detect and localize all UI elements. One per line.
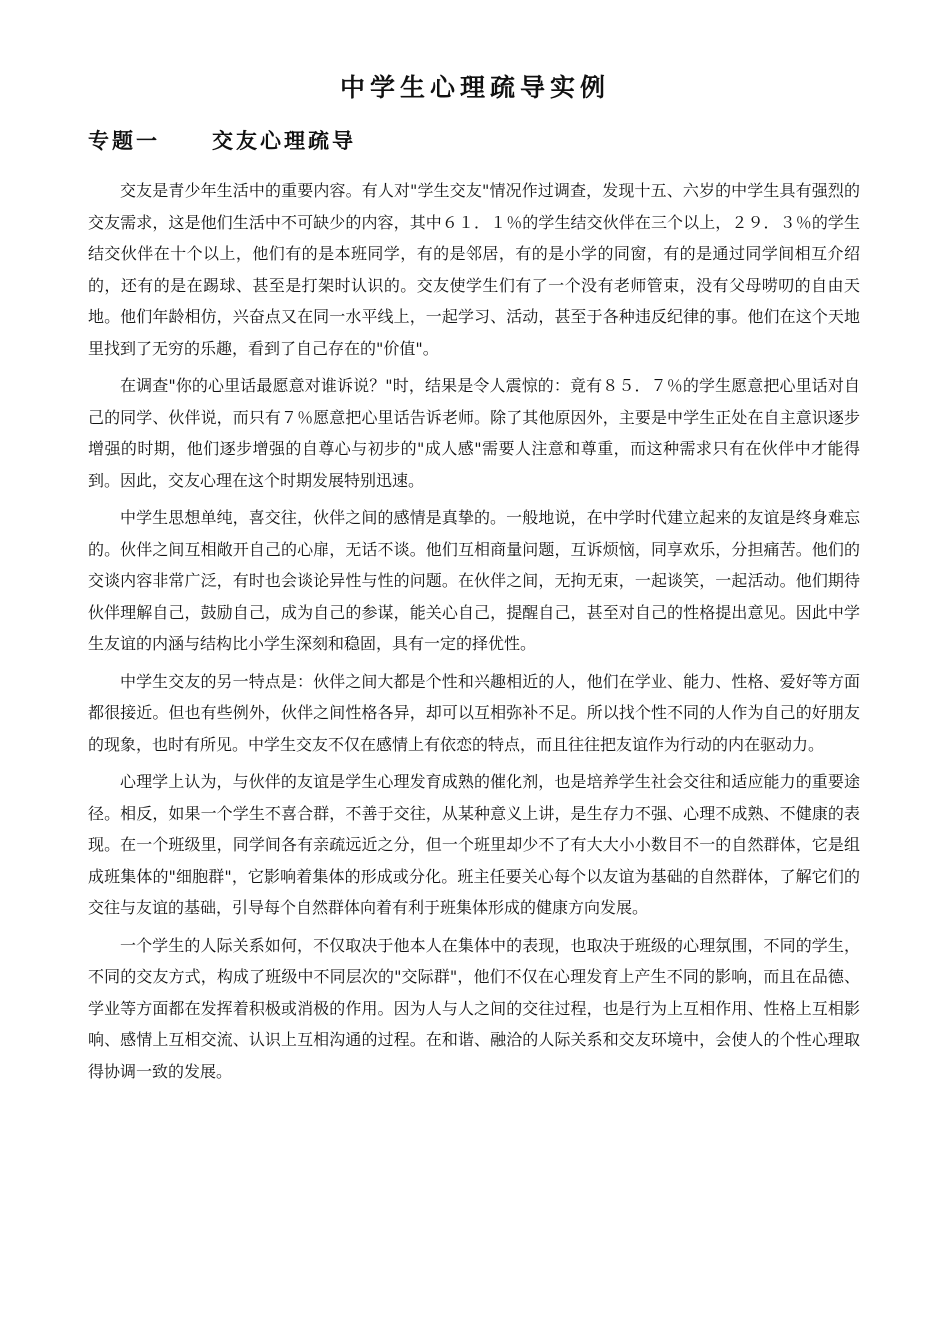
paragraph: 一个学生的人际关系如何，不仅取决于他本人在集体中的表现，也取决于班级的心理氛围，不同的学生，不同的交友方式，构成了班级中不同层次的"交际群"，他们不仅在心理发育上产生不同的影响，而且在品德、学业等方面都在发挥着积极或消极的作用。因为人与人之间的交往过程，也是行为上互相作用、性格上互相影响、感情上互相交流、认识上互相沟通的过程。在和谐、融洽的人际关系和交友环境中，会使人的个性心理取得协调一致的发展。 <box>88 935 860 1081</box>
paragraph: 心理学上认为，与伙伴的友谊是学生心理发育成熟的催化剂，也是培养学生社会交往和适应能力的重要途径。相反，如果一个学生不喜合群，不善于交往，从某种意义上讲，是生存力不强、心理不成熟、不健康的表现。在一个班级里，同学间各有亲疏远近之分，但一个班里却少不了有大大小小数目不一的自然群体，它是组成班集体的"细胞群"，它影响着集体的形成或分化。班主任要关心每个以友谊为基础的自然群体，了解它们的交往与友谊的基础，引导每个自然群体向着有利于班集体形成的健康方向发展。 <box>88 772 860 917</box>
paragraph: 中学生交友的另一特点是：伙伴之间大都是个性和兴趣相近的人，他们在学业、能力、性格、爱好等方面都很接近。但也有些例外，伙伴之间性格各异，却可以互相弥补不足。所以找个性不同的人作为自己的好朋友的现象，也时有所见。中学生交友不仅在感情上有依恋的特点，而且往往把友谊作为行动的内在驱动力。 <box>88 671 860 754</box>
document-title: 中学生心理疏导实例 <box>339 73 610 102</box>
paragraph: 中学生思想单纯，喜交往，伙伴之间的感情是真挚的。一般地说，在中学时代建立起来的友谊是终身难忘的。伙伴之间互相敞开自己的心扉，无话不谈。他们互相商量问题，互诉烦恼，同享欢乐，分担痛苦。他们的交谈内容非常广泛，有时也会谈论异性与性的问题。在伙伴之间，无拘无束，一起谈笑，一起活动。他们期待伙伴理解自己，鼓励自己，成为自己的参谋，能关心自己，提醒自己，甚至对自己的性格提出意见。因此中学生友谊的内涵与结构比小学生深刻和稳固，具有一定的择优性。 <box>88 508 860 653</box>
paragraph: 在调查"你的心里话最愿意对谁诉说？"时，结果是令人震惊的：竟有８５．７％的学生愿意把心里话对自己的同学、伙伴说，而只有７％愿意把心里话告诉老师。除了其他原因外，主要是中学生正处在自主意识逐步增强的时期，他们逐步增强的自尊心与初步的"成人感"需要人注意和尊重，而这种需求只有在伙伴中才能得到。因此，交友心理在这个时期发展特别迅速。 <box>88 376 860 490</box>
paragraph: 交友是青少年生活中的重要内容。有人对"学生交友"情况作过调查，发现十五、六岁的中学生具有强烈的交友需求，这是他们生活中不可缺少的内容，其中６１．１％的学生结交伙伴在三个以上，２９．３％的学生结交伙伴在十个以上，他们有的是本班同学，有的是邻居，有的是小学的同窗，有的是通过同学间相互介绍的，还有的是在踢球、甚至是打架时认识的。交友使学生们有了一个没有老师管束，没有父母唠叨的自由天地。他们年龄相仿，兴奋点又在同一水平线上，一起学习、活动，甚至于各种违反纪律的事。他们在这个天地里找到了无穷的乐趣，看到了自己存在的"价值"。 <box>88 181 860 358</box>
section-number: 专题一 <box>88 128 160 153</box>
section-title: 交友心理疏导 <box>212 128 356 153</box>
document-body <box>88 175 860 1093</box>
section-heading <box>88 126 356 156</box>
